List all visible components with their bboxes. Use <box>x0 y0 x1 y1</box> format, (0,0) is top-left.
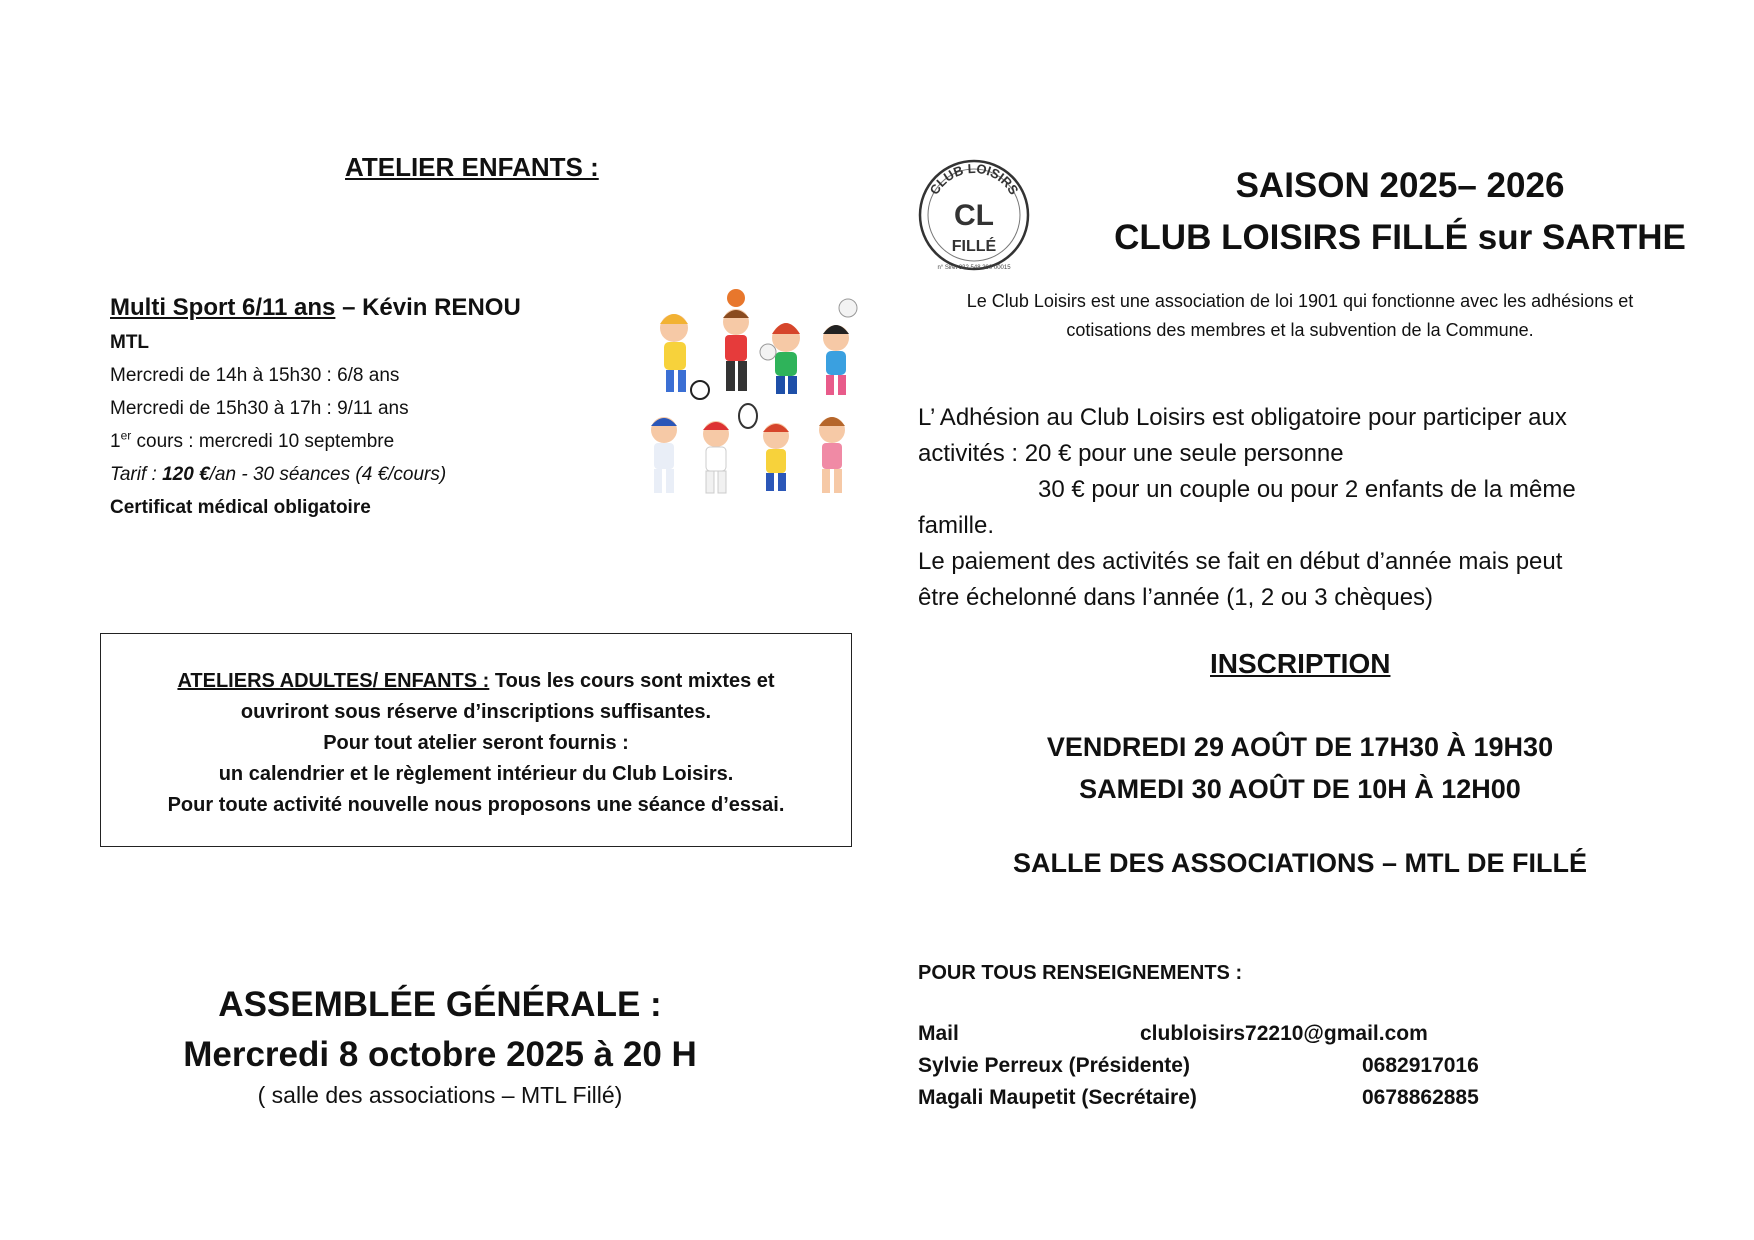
contact-label: Sylvie Perreux (Présidente) <box>918 1054 1190 1077</box>
multisport-place: MTL <box>110 332 150 353</box>
box-line-3: Pour tout atelier seront fournis : <box>323 732 629 754</box>
logo-top-text: CLUB LOISIRS <box>926 160 1022 198</box>
multisport-schedule-1: Mercredi de 14h à 15h30 : 6/8 ans <box>110 365 400 386</box>
logo-monogram: CL <box>954 199 994 232</box>
multisport-tarif <box>110 458 630 491</box>
multisport-heading <box>110 290 630 326</box>
ag-title: ASSEMBLÉE GÉNÉRALE : <box>218 985 662 1024</box>
adhesion-line-2: activités : 20 € pour une seule personne <box>918 440 1344 467</box>
contact-row-presidente <box>918 1054 1190 1078</box>
adhesion-line-5: Le paiement des activités se fait en début d’année mais peut <box>918 548 1563 575</box>
intro-line-1: Le Club Loisirs est une association de loi 1901 qui fonctionne avec les adhésions et <box>966 291 1634 311</box>
inscription-location: SALLE DES ASSOCIATIONS – MTL DE FILLÉ <box>1012 848 1588 878</box>
certificat-medical: Certificat médical obligatoire <box>110 497 371 518</box>
adhesion-line-4: famille. <box>918 512 995 539</box>
tarif-rest: /an - 30 séances (4 €/cours) <box>209 464 447 485</box>
ateliers-info-box <box>100 633 852 847</box>
club-loisirs-logo <box>914 155 1034 275</box>
renseignements-title: POUR TOUS RENSEIGNEMENTS : <box>918 962 1243 984</box>
contact-row-mail <box>918 1022 959 1046</box>
box-heading: ATELIERS ADULTES/ ENFANTS : <box>177 670 490 692</box>
first-course-rest: cours : mercredi 10 septembre <box>131 431 395 452</box>
assemblee-generale <box>0 980 880 1080</box>
inscription-date-1: VENDREDI 29 AOÛT DE 17H30 À 19H30 <box>1046 732 1554 762</box>
adhesion-line-1: L’ Adhésion au Club Loisirs est obligatoire pour participer aux <box>918 404 1567 431</box>
adhesion-line-3: 30 € pour un couple ou pour 2 enfants de la même <box>1038 476 1576 503</box>
contact-phone[interactable]: 0682917016 <box>1362 1054 1479 1077</box>
multisport-coach: – Kévin RENOU <box>342 294 521 321</box>
contact-label: Magali Maupetit (Secrétaire) <box>918 1086 1197 1109</box>
box-line-2: ouvriront sous réserve d’inscriptions suffisantes. <box>240 701 712 723</box>
contact-row-secretaire <box>918 1086 1197 1110</box>
box-line-4: un calendrier et le règlement intérieur du Club Loisirs. <box>218 763 734 785</box>
club-name: CLUB LOISIRS FILLÉ sur SARTHE <box>1114 218 1686 257</box>
box-line-1 <box>101 666 851 697</box>
first-course-sup: er <box>120 428 132 443</box>
kid-figure <box>760 323 800 394</box>
box-line1-rest: Tous les cours sont mixtes et <box>489 670 775 692</box>
club-intro <box>910 287 1690 345</box>
box-line-5: Pour toute activité nouvelle nous proposons une séance d’essai. <box>167 794 785 816</box>
contact-phone[interactable]: 0678862885 <box>1362 1086 1479 1109</box>
kid-figure <box>703 421 729 493</box>
kid-figure <box>651 417 677 493</box>
kid-figure <box>660 314 688 392</box>
ag-date: Mercredi 8 octobre 2025 à 20 H <box>183 1035 697 1074</box>
adhesion-line-6: être échelonné dans l’année (1, 2 ou 3 chèques) <box>918 584 1434 611</box>
multisport-schedule-2: Mercredi de 15h30 à 17h : 9/11 ans <box>110 398 409 419</box>
tarif-value: 120 € <box>162 464 210 485</box>
ag-location: ( salle des associations – MTL Fillé) <box>257 1082 623 1108</box>
kid-figure <box>823 299 857 395</box>
tarif-label: Tarif : <box>110 464 163 485</box>
contact-email[interactable]: clubloisirs72210@gmail.com <box>1140 1022 1428 1045</box>
inscription-title: INSCRIPTION <box>1210 648 1391 679</box>
multisport-first-course <box>110 425 630 458</box>
multisport-block <box>110 290 630 524</box>
intro-line-2: cotisations des membres et la subvention de la Commune. <box>1066 320 1534 340</box>
season-title: SAISON 2025– 2026 <box>1235 166 1565 205</box>
adhesion-text <box>918 400 1698 616</box>
kid-figure <box>723 289 749 391</box>
inscription-date-2: SAMEDI 30 AOÛT DE 10H À 12H00 <box>1079 774 1521 804</box>
season-header <box>1060 160 1740 264</box>
kid-figure <box>739 404 789 491</box>
multisport-title: Multi Sport 6/11 ans <box>110 294 336 321</box>
kids-sports-illustration <box>636 288 874 506</box>
inscription-dates <box>960 726 1640 810</box>
atelier-enfants-title: ATELIER ENFANTS : <box>345 152 599 182</box>
contact-label: Mail <box>918 1022 959 1045</box>
logo-siret: n° Siret 332 548 390 00015 <box>937 265 1011 271</box>
svg-text:CLUB LOISIRS <box>926 161 1021 198</box>
logo-bottom-text: FILLÉ <box>951 238 997 255</box>
kid-figure <box>819 417 845 493</box>
first-course-num: 1 <box>110 431 121 452</box>
